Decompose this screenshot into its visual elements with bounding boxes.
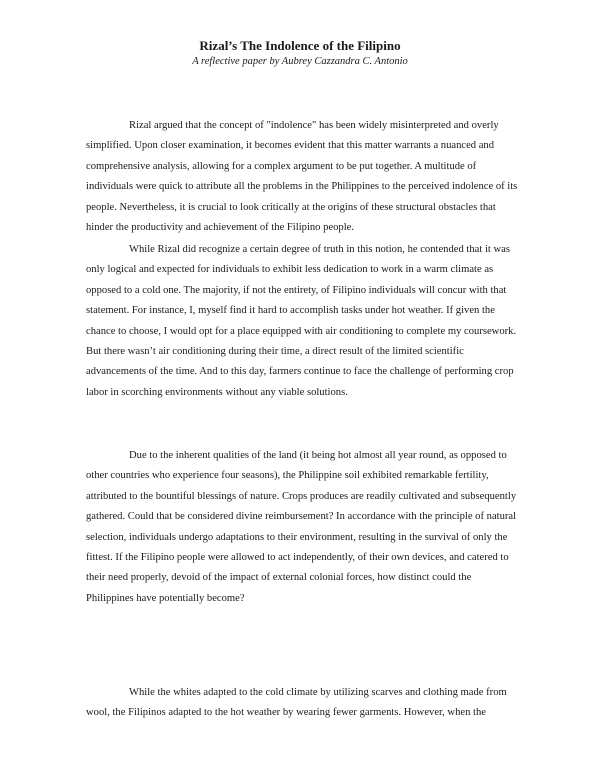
paragraph-1: Rizal argued that the concept of "indolence" has been widely misinterpreted and overly simplified. Upon closer examination, it becomes evident that this matter warrants a nuanced and comprehensive analysis, allowing for a complex argument to be put together. A multitude of individuals were quick to attribute all the problems in the Philippines to the perceived indolence of its people. Nevertheless, it is crucial to look critically at the origins of these structural obstacles that hinder the productivity and achievement of the Filipino people. <box>86 120 518 234</box>
paragraph-3: Due to the inherent qualities of the land (it being hot almost all year round, as opposed to other countries who experience four seasons), the Philippine soil exhibited remarkable fertility, attributed to the bountiful blessings of nature. Crops produces are readily cultivated and subsequently gathered. Could that be considered divine reimbursement? In accordance with the principle of natural selection, individuals undergo adaptations to their environment, resulting in the survival of only the fittest. If the Filipino people were allowed to act independently, of their own devices, and catered to their need properly, devoid of the impact of external colonial forces, how distinct could the Philippines have potentially become? <box>86 450 517 604</box>
document-subtitle: A reflective paper by Aubrey Cazzandra C. Antonio <box>192 56 408 67</box>
paragraph-2: While Rizal did recognize a certain degree of truth in this notion, he contended that it was only logical and expected for individuals to exhibit less dedication to work in a warm climate as opposed to a cold one. The majority, if not the entirety, of Filipino individuals will concur with that statement. For instance, I, myself find it hard to accomplish tasks under hot weather. If given the chance to choose, I would opt for a place equipped with air conditioning to complete my coursework. But there wasn’t air conditioning during their time, a direct result of the limited scientific advancements of the time. And to this day, farmers continue to face the challenge of performing crop labor in scorching environments without any viable solutions. <box>86 244 517 398</box>
paragraph-4: While the whites adapted to the cold climate by utilizing scarves and clothing made from wool, the Filipinos adapted to the hot weather by wearing fewer garments. However, when the <box>86 687 507 719</box>
document-title: Rizal’s The Indolence of the Filipino <box>199 38 401 53</box>
